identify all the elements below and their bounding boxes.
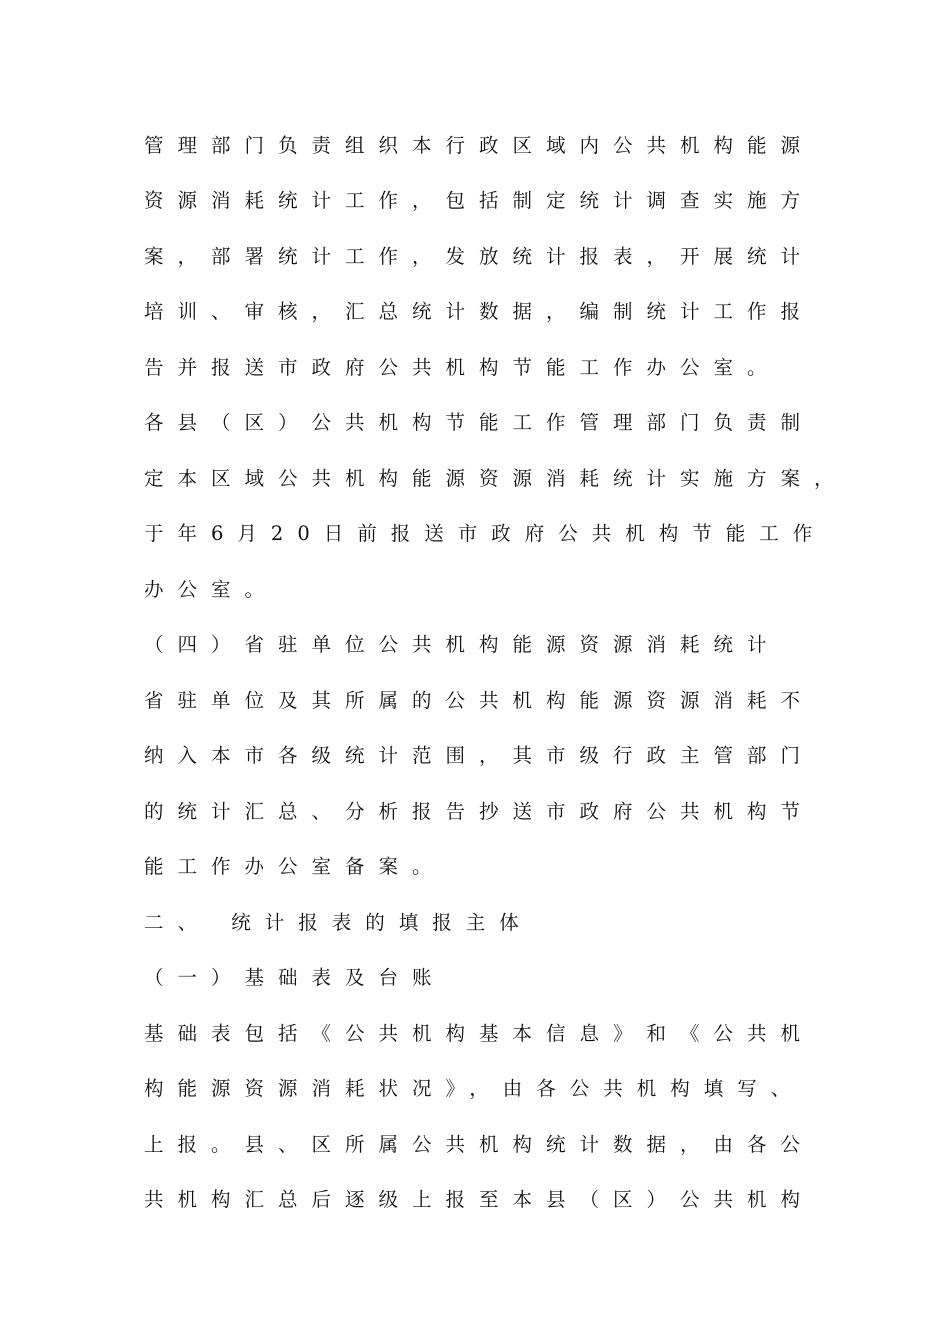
text-line: 告并报送市政府公共机构节能工作办公室。 [144,356,781,379]
text-line: 管理部门负责组织本行政区域内公共机构能源 [144,134,815,157]
text-line: 各县（区）公共机构节能工作管理部门负责制 [144,411,815,434]
text-line: 的统计汇总、分析报告抄送市政府公共机构节 [144,800,815,823]
text-line: 定本区域公共机构能源资源消耗统计实施方案， [144,467,848,490]
text-line: 省驻单位及其所属的公共机构能源资源消耗不 [144,689,815,712]
section-heading: 二、 统计报表的填报主体 [144,911,533,934]
text-line: 能工作办公室备案。 [144,855,446,878]
text-line: 基础表包括《公共机构基本信息》和《公共机 [144,1022,815,1045]
text-line: 案，部署统计工作，发放统计报表，开展统计 [144,245,815,268]
section-heading: （四）省驻单位公共机构能源资源消耗统计 [144,633,781,656]
text-line: 培训、审核，汇总统计数据，编制统计工作报 [144,300,815,323]
text-line: 构能源资源消耗状况》，由各公共机构填写、 [144,1077,805,1100]
text-line: 于年6月20日前报送市政府公共机构节能工作 [144,522,827,545]
text-line: 纳入本市各级统计范围，其市级行政主管部门 [144,744,815,767]
text-line: 共机构汇总后逐级上报至本县（区）公共机构 [144,1188,815,1211]
text-line: 办公室。 [144,578,279,601]
subsection-heading: （一）基础表及台账 [144,966,446,989]
text-line: 资源消耗统计工作，包括制定统计调查实施方 [144,189,815,212]
text-line: 上报。县、区所属公共机构统计数据，由各公 [144,1133,815,1156]
